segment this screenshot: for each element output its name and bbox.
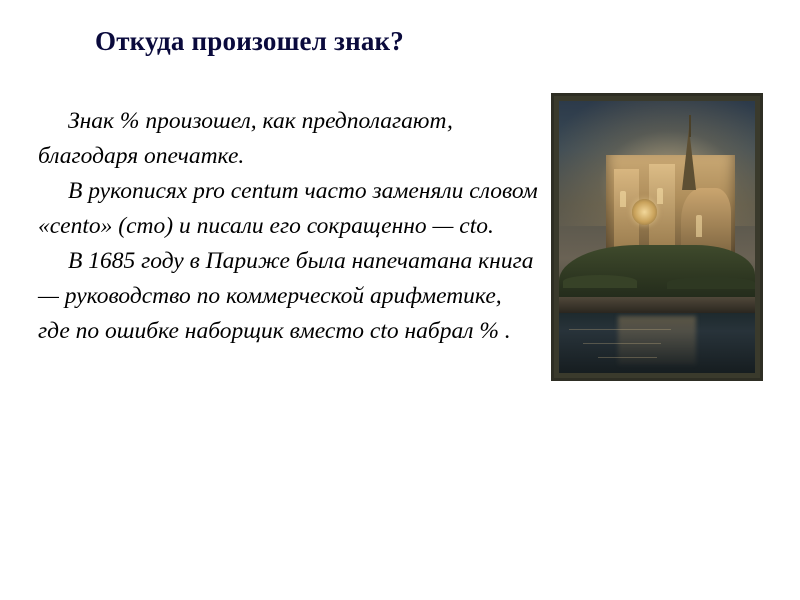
water-ripple-2 (583, 343, 661, 344)
lit-window-a (620, 191, 626, 207)
notre-dame-cathedral-photo (559, 101, 755, 373)
paragraph-1: Знак % произошел, как предполагают, благодаря опечатке. (38, 108, 453, 169)
rose-window (632, 199, 657, 225)
tree-cluster-left (563, 275, 637, 288)
paragraph-2: В рукописях pro centum часто заменяли словом «cento» (сто) и писали его сокращенно — cto. (38, 178, 538, 239)
water-ripple-1 (569, 329, 671, 330)
page-title: Откуда произошел знак? (95, 26, 405, 56)
lit-window-c (696, 215, 702, 237)
water-ripple-3 (598, 357, 657, 358)
cathedral-spire (682, 128, 696, 190)
river-quay (559, 297, 755, 313)
paragraph-3: В 1685 году в Париже была напечатана книга — руководство по коммерческой арифметике, где по ошибке наборщик вместо cto набрал % . (38, 248, 534, 344)
lit-window-b (657, 188, 663, 204)
cathedral-spire-tip (689, 115, 691, 137)
photo-frame (551, 93, 763, 381)
body-text (38, 104, 538, 349)
tree-cluster-right (667, 277, 755, 289)
